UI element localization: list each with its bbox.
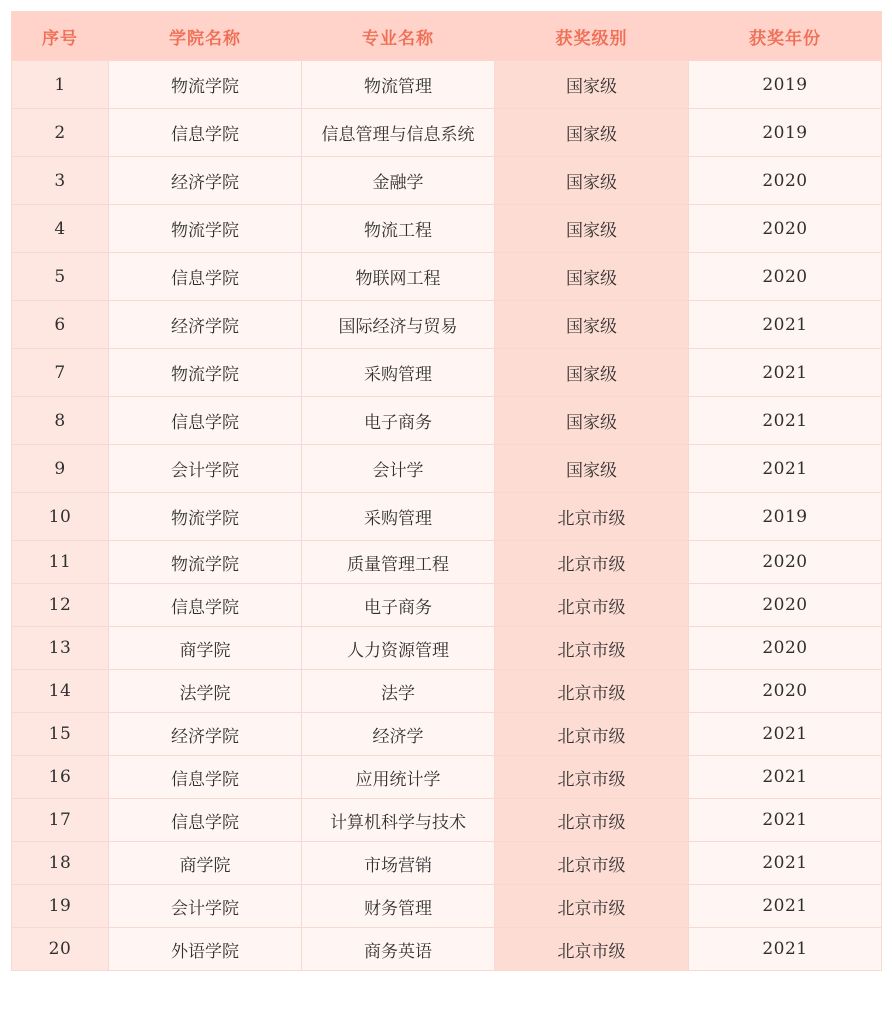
row-year: 2021 — [689, 799, 882, 842]
row-college: 法学院 — [109, 670, 302, 713]
row-year: 2019 — [689, 109, 882, 157]
row-year: 2021 — [689, 397, 882, 445]
row-major: 电子商务 — [302, 397, 495, 445]
row-college: 信息学院 — [109, 109, 302, 157]
table-row — [12, 584, 882, 627]
row-index: 20 — [12, 928, 109, 971]
header-year: 获奖年份 — [689, 12, 882, 61]
table-row — [12, 756, 882, 799]
row-level: 国家级 — [495, 61, 689, 109]
row-level: 北京市级 — [495, 928, 689, 971]
header-college: 学院名称 — [109, 12, 302, 61]
table-row — [12, 928, 882, 971]
row-major: 会计学 — [302, 445, 495, 493]
row-index: 7 — [12, 349, 109, 397]
row-level: 北京市级 — [495, 713, 689, 756]
row-major: 质量管理工程 — [302, 541, 495, 584]
row-year: 2020 — [689, 541, 882, 584]
row-index: 1 — [12, 61, 109, 109]
row-year: 2021 — [689, 885, 882, 928]
row-major: 采购管理 — [302, 349, 495, 397]
row-level: 北京市级 — [495, 799, 689, 842]
row-year: 2021 — [689, 445, 882, 493]
row-index: 18 — [12, 842, 109, 885]
table-row — [12, 627, 882, 670]
table-row — [12, 205, 882, 253]
row-major: 应用统计学 — [302, 756, 495, 799]
row-college: 经济学院 — [109, 301, 302, 349]
table-row — [12, 713, 882, 756]
row-college: 外语学院 — [109, 928, 302, 971]
row-index: 16 — [12, 756, 109, 799]
row-year: 2020 — [689, 157, 882, 205]
row-index: 17 — [12, 799, 109, 842]
row-year: 2020 — [689, 584, 882, 627]
row-year: 2020 — [689, 253, 882, 301]
row-major: 电子商务 — [302, 584, 495, 627]
row-major: 财务管理 — [302, 885, 495, 928]
row-college: 物流学院 — [109, 541, 302, 584]
row-major: 信息管理与信息系统 — [302, 109, 495, 157]
table-row — [12, 493, 882, 541]
row-college: 商学院 — [109, 842, 302, 885]
row-major: 金融学 — [302, 157, 495, 205]
row-major: 人力资源管理 — [302, 627, 495, 670]
row-college: 信息学院 — [109, 397, 302, 445]
row-level: 北京市级 — [495, 584, 689, 627]
row-index: 3 — [12, 157, 109, 205]
row-year: 2020 — [689, 627, 882, 670]
row-level: 国家级 — [495, 205, 689, 253]
row-index: 12 — [12, 584, 109, 627]
row-major: 采购管理 — [302, 493, 495, 541]
table-row — [12, 799, 882, 842]
row-index: 2 — [12, 109, 109, 157]
header-major: 专业名称 — [302, 12, 495, 61]
row-college: 经济学院 — [109, 713, 302, 756]
row-index: 13 — [12, 627, 109, 670]
row-index: 4 — [12, 205, 109, 253]
row-major: 市场营销 — [302, 842, 495, 885]
row-level: 北京市级 — [495, 493, 689, 541]
row-major: 法学 — [302, 670, 495, 713]
row-index: 9 — [12, 445, 109, 493]
row-year: 2019 — [689, 61, 882, 109]
row-index: 6 — [12, 301, 109, 349]
table-row — [12, 157, 882, 205]
row-major: 物流工程 — [302, 205, 495, 253]
row-index: 19 — [12, 885, 109, 928]
row-level: 北京市级 — [495, 756, 689, 799]
row-major: 经济学 — [302, 713, 495, 756]
row-year: 2019 — [689, 493, 882, 541]
row-level: 国家级 — [495, 253, 689, 301]
row-level: 国家级 — [495, 301, 689, 349]
row-college: 商学院 — [109, 627, 302, 670]
row-college: 信息学院 — [109, 253, 302, 301]
row-index: 5 — [12, 253, 109, 301]
table-row — [12, 109, 882, 157]
row-level: 国家级 — [495, 109, 689, 157]
row-level: 国家级 — [495, 445, 689, 493]
table-header-row — [12, 12, 882, 61]
row-year: 2021 — [689, 713, 882, 756]
row-year: 2020 — [689, 205, 882, 253]
table-row — [12, 541, 882, 584]
row-college: 会计学院 — [109, 445, 302, 493]
row-major: 物流管理 — [302, 61, 495, 109]
row-college: 物流学院 — [109, 349, 302, 397]
row-major: 物联网工程 — [302, 253, 495, 301]
table-row — [12, 842, 882, 885]
table-row — [12, 349, 882, 397]
table-row — [12, 885, 882, 928]
row-index: 14 — [12, 670, 109, 713]
row-year: 2021 — [689, 842, 882, 885]
header-level: 获奖级别 — [495, 12, 689, 61]
row-year: 2020 — [689, 670, 882, 713]
table-row — [12, 397, 882, 445]
row-level: 北京市级 — [495, 670, 689, 713]
table-row — [12, 301, 882, 349]
row-level: 北京市级 — [495, 842, 689, 885]
row-college: 信息学院 — [109, 799, 302, 842]
table-row — [12, 445, 882, 493]
row-college: 会计学院 — [109, 885, 302, 928]
awards-table-container — [11, 11, 881, 971]
row-level: 北京市级 — [495, 627, 689, 670]
row-level: 北京市级 — [495, 541, 689, 584]
row-index: 8 — [12, 397, 109, 445]
row-level: 国家级 — [495, 157, 689, 205]
table-row — [12, 670, 882, 713]
row-year: 2021 — [689, 928, 882, 971]
row-year: 2021 — [689, 301, 882, 349]
table-body — [12, 61, 882, 971]
row-level: 国家级 — [495, 397, 689, 445]
row-college: 物流学院 — [109, 205, 302, 253]
row-index: 15 — [12, 713, 109, 756]
row-level: 国家级 — [495, 349, 689, 397]
row-year: 2021 — [689, 756, 882, 799]
row-college: 信息学院 — [109, 756, 302, 799]
row-college: 物流学院 — [109, 61, 302, 109]
row-major: 国际经济与贸易 — [302, 301, 495, 349]
row-college: 物流学院 — [109, 493, 302, 541]
table-row — [12, 253, 882, 301]
row-index: 10 — [12, 493, 109, 541]
row-index: 11 — [12, 541, 109, 584]
awards-table — [11, 11, 882, 971]
row-major: 商务英语 — [302, 928, 495, 971]
row-major: 计算机科学与技术 — [302, 799, 495, 842]
row-college: 信息学院 — [109, 584, 302, 627]
table-row — [12, 61, 882, 109]
row-college: 经济学院 — [109, 157, 302, 205]
header-index: 序号 — [12, 12, 109, 61]
row-year: 2021 — [689, 349, 882, 397]
row-level: 北京市级 — [495, 885, 689, 928]
